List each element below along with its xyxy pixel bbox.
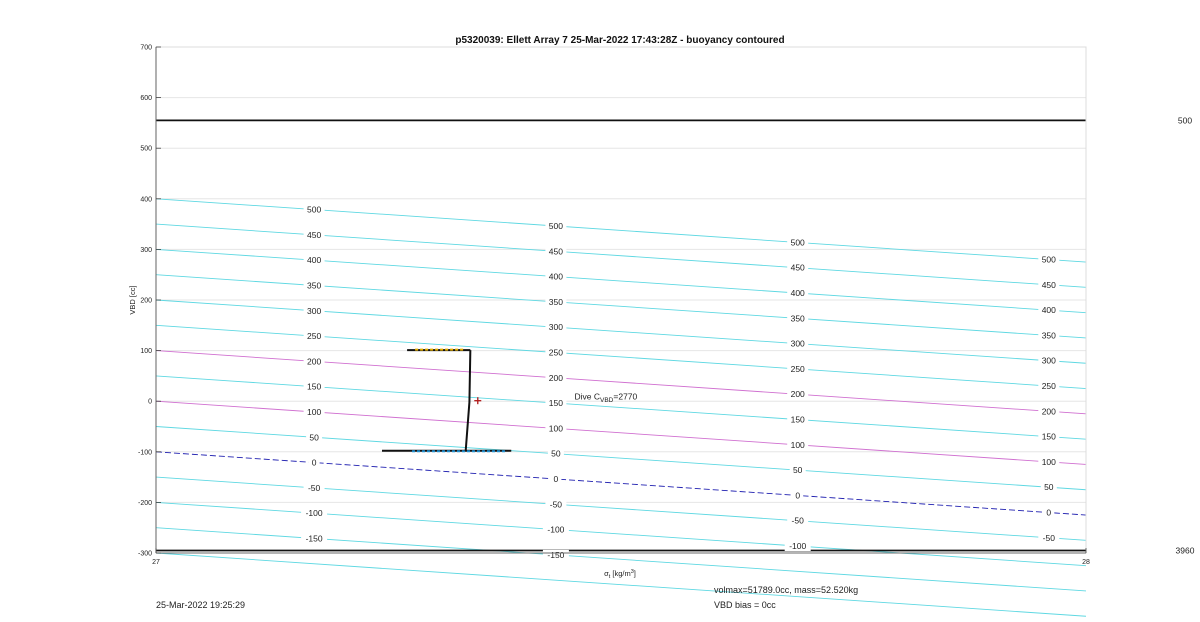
contour-label: -100 bbox=[789, 541, 807, 552]
contour-line bbox=[156, 502, 1086, 565]
contour-label: 100 bbox=[790, 439, 805, 450]
contour-label: 350 bbox=[790, 313, 805, 324]
contour-lines bbox=[156, 199, 1086, 616]
contour-label: 200 bbox=[790, 389, 805, 400]
contour-line bbox=[156, 401, 1086, 464]
contour-label: 200 bbox=[1041, 406, 1056, 417]
contour-label: -100 bbox=[547, 524, 565, 535]
contour-label: 250 bbox=[548, 347, 563, 358]
contour-label: 0 bbox=[1046, 507, 1052, 518]
contour-label: 500 bbox=[790, 237, 805, 248]
contour-line bbox=[156, 477, 1086, 540]
contour-label: 150 bbox=[1041, 431, 1056, 442]
y-tick-label: 400 bbox=[140, 196, 152, 204]
x-tick-label: 28 bbox=[1082, 559, 1090, 566]
contour-line bbox=[156, 553, 1086, 616]
contour-label: -50 bbox=[307, 482, 321, 493]
contour-label: 0 bbox=[795, 490, 801, 501]
y-tick-label: 500 bbox=[140, 145, 152, 153]
contour-label: 350 bbox=[307, 280, 322, 291]
contour-label: 100 bbox=[548, 423, 563, 434]
contour-label: 50 bbox=[1044, 482, 1054, 493]
contour-label: 450 bbox=[790, 262, 805, 273]
y-axis-label: VBD [cc] bbox=[128, 285, 137, 315]
y-tick-label: 700 bbox=[140, 44, 152, 52]
contour-label: -50 bbox=[549, 499, 563, 510]
contour-line bbox=[156, 300, 1086, 363]
contour-label: 300 bbox=[790, 338, 805, 349]
contour-label: -100 bbox=[305, 508, 323, 519]
contour-label: 50 bbox=[792, 465, 803, 476]
contour-label: 300 bbox=[548, 322, 563, 333]
footer-timestamp: 25-Mar-2022 19:25:29 bbox=[156, 600, 246, 610]
contour-label: 0 bbox=[311, 457, 317, 468]
x-tick-label: 27 bbox=[152, 559, 160, 566]
contour-line bbox=[156, 249, 1086, 312]
axes bbox=[138, 45, 1090, 567]
dive-path bbox=[382, 350, 511, 452]
contour-line bbox=[156, 325, 1086, 388]
contour-label: 350 bbox=[1041, 330, 1056, 341]
contour-label: 50 bbox=[309, 432, 319, 443]
footer-volmax-mass: volmax=51789.0cc, mass=52.520kg bbox=[714, 585, 859, 595]
contour-label: 350 bbox=[548, 296, 563, 307]
contour-label: 100 bbox=[1041, 456, 1056, 467]
contour-label: 400 bbox=[307, 255, 322, 266]
dive-vertical-path bbox=[466, 350, 471, 451]
y-tick-label: 300 bbox=[140, 246, 152, 254]
contour-line bbox=[156, 224, 1086, 287]
contour-label: 500 bbox=[548, 220, 563, 231]
contour-label: 250 bbox=[1041, 381, 1056, 392]
contour-label: 400 bbox=[1041, 305, 1056, 316]
grid-lines bbox=[156, 98, 1086, 503]
contour-label: 500 bbox=[1041, 254, 1056, 265]
contour-line bbox=[156, 528, 1086, 591]
contour-label: 150 bbox=[790, 414, 805, 425]
contour-line bbox=[156, 275, 1086, 341]
y-tick-label: 0 bbox=[148, 398, 152, 406]
contour-line bbox=[156, 452, 1086, 515]
contour-label: 150 bbox=[307, 381, 322, 392]
contour-label: 450 bbox=[1041, 279, 1056, 290]
dive-cvbd-annotation: Dive $C_{VBD}=2770$ bbox=[574, 391, 638, 405]
contour-label: -150 bbox=[547, 549, 565, 560]
contour-label: 300 bbox=[1041, 355, 1056, 366]
contour-label: 400 bbox=[548, 271, 563, 282]
contour-label: 0 bbox=[553, 473, 559, 484]
contour-line bbox=[156, 199, 1086, 262]
footer-vbd-bias: VBD bias = 0cc bbox=[714, 600, 776, 610]
contour-label: 450 bbox=[548, 246, 563, 257]
contour-label: 50 bbox=[551, 448, 561, 459]
reference-line-label: 3960 bbox=[1175, 545, 1195, 556]
contour-label: -150 bbox=[305, 533, 323, 544]
contour-label: 100 bbox=[307, 406, 322, 417]
contour-label: 250 bbox=[790, 363, 805, 374]
contour-label: 300 bbox=[307, 305, 322, 316]
y-tick-label: -100 bbox=[137, 449, 152, 457]
y-tick-label: -300 bbox=[137, 550, 152, 558]
contour-label: 450 bbox=[307, 229, 322, 240]
contour-label: 200 bbox=[307, 356, 322, 367]
x-axis-label: $\sigma_t$ $[kg/m^3]$ bbox=[604, 569, 636, 580]
y-tick-label: 600 bbox=[140, 95, 152, 103]
contour-label: -50 bbox=[1042, 532, 1055, 543]
contour-label: 250 bbox=[307, 331, 322, 342]
contour-line bbox=[156, 351, 1086, 417]
y-tick-label: 100 bbox=[140, 348, 152, 356]
contour-label: -50 bbox=[791, 515, 804, 526]
contour-label: 200 bbox=[548, 372, 563, 383]
chart-title: p5320039: Ellett Array 7 25-Mar-2022 17:43:28Z - buoyancy contoured bbox=[455, 35, 785, 46]
contour-label: 400 bbox=[790, 288, 805, 299]
contour-labels bbox=[301, 205, 1059, 560]
y-tick-label: -200 bbox=[137, 499, 152, 507]
contour-line bbox=[156, 376, 1086, 439]
reference-line-label: 500 bbox=[1177, 115, 1193, 126]
contour-label: 500 bbox=[307, 204, 322, 215]
contour-line bbox=[156, 427, 1086, 493]
y-tick-label: 200 bbox=[140, 297, 152, 305]
contour-label: 150 bbox=[548, 398, 563, 409]
